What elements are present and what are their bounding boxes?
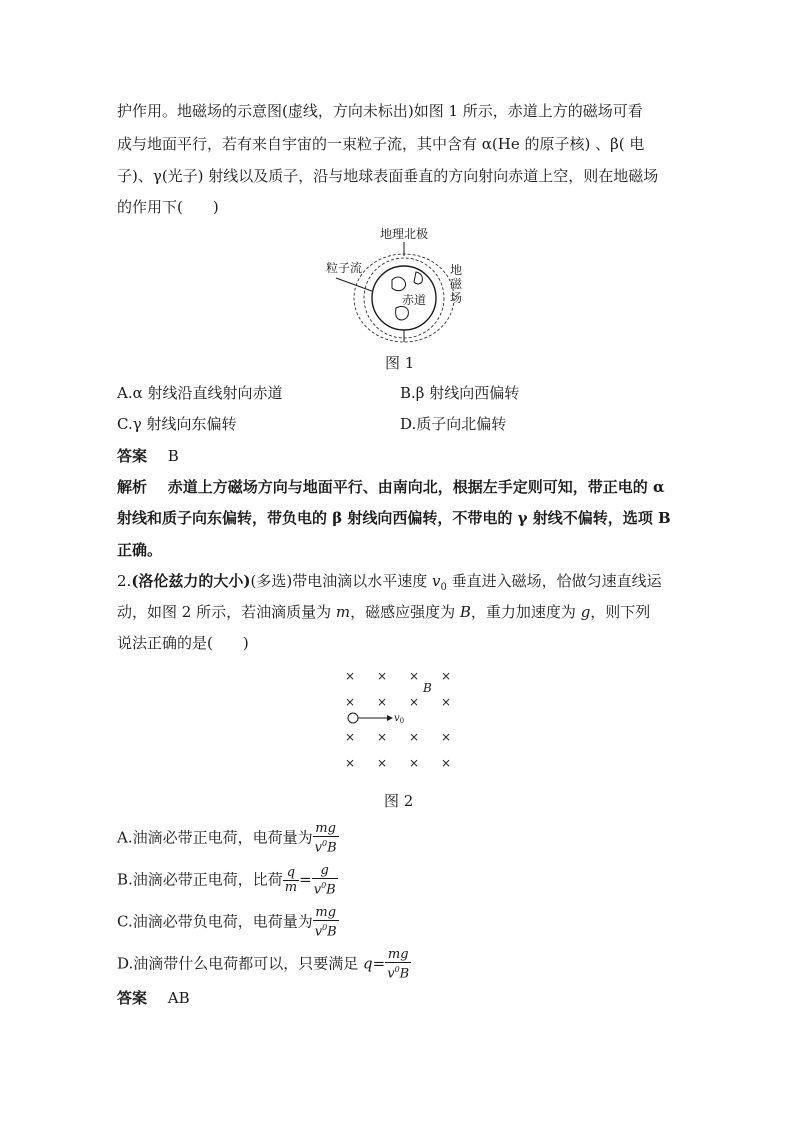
q1-analysis-line-3: 正确。 (117, 541, 163, 559)
equals-sign: = (299, 870, 312, 889)
oil-drop (348, 713, 358, 723)
field-cross: × (377, 669, 388, 683)
B-field-label: B (423, 681, 432, 695)
q2-g-symbol: g (580, 603, 591, 621)
fraction-mg-over-v0B (385, 948, 411, 981)
field-label-2: 磁 (450, 277, 463, 291)
figure-2-caption: 图 2 (384, 792, 414, 810)
fraction-numerator: g (312, 864, 338, 879)
fraction-g-over-v0B (312, 864, 338, 897)
field-cross: × (441, 669, 452, 683)
q1-stem-line-4: 的作用下( ) (117, 198, 219, 216)
q1-analysis-row-1 (117, 477, 665, 497)
q2-answer-value: AB (167, 989, 190, 1007)
den-B: B (327, 840, 337, 856)
equator-label: 赤道 (402, 293, 427, 307)
den-v: v (387, 966, 395, 982)
q2-option-d-text: D.油滴带什么电荷都可以，只要满足 (117, 954, 364, 973)
fraction-denominator (312, 879, 338, 897)
q2-v-subscript: 0 (440, 582, 447, 593)
fraction-denominator (313, 837, 339, 855)
fraction-denominator (313, 921, 339, 939)
den-v: v (314, 924, 323, 940)
den-v: v (314, 840, 322, 856)
north-pole-label: 地理北极 (380, 227, 429, 241)
q2-stem-line-2 (117, 602, 650, 622)
den-sup: 0 (322, 923, 328, 932)
arrowhead-icon (387, 715, 393, 721)
fraction-numerator: mg (385, 948, 411, 963)
q2-answer-row (117, 988, 190, 1008)
q-symbol: q (363, 954, 373, 973)
q2-answer-label: 答案 (117, 989, 148, 1007)
q1-option-d[interactable]: D.质子向北偏转 (400, 415, 507, 433)
field-cross: × (377, 730, 388, 744)
particle-stream-label: 粒子流 (326, 261, 363, 275)
q2-line1-text-b: 垂直进入磁场，恰做匀速直线运 (446, 572, 662, 590)
q2-option-c[interactable] (117, 906, 339, 939)
q1-option-c[interactable]: C.γ 射线向东偏转 (117, 415, 237, 433)
q1-answer-label: 答案 (117, 447, 148, 465)
field-cross: × (441, 695, 452, 709)
q2-line2-text-d: ，则下列 (590, 603, 651, 621)
fraction-q-over-m (283, 866, 299, 895)
q2-option-a[interactable] (117, 822, 339, 855)
fraction-denominator: m (284, 880, 298, 896)
den-sup: 0 (321, 839, 328, 848)
q1-stem-line-3: 子)、γ(光子) 射线以及质子，沿与地球表面垂直的方向射向赤道上空，则在地磁场 (117, 167, 659, 185)
q2-line2-text-a: 动，如图 2 所示，若油滴质量为 (117, 603, 336, 621)
q2-option-d[interactable] (117, 948, 411, 981)
den-B: B (399, 966, 410, 982)
q2-option-b-text: B.油滴必带正电荷，比荷 (117, 870, 283, 889)
velocity-subscript: 0 (399, 717, 405, 725)
q2-line2-text-c: ，重力加速度为 (470, 603, 581, 621)
q2-line1-text-a: 带电油滴以水平速度 (292, 572, 433, 590)
q1-stem-line-1: 护作用。地磁场的示意图(虚线，方向未标出)如图 1 所示，赤道上方的磁场可看 (117, 102, 643, 120)
figure-1-earth-field (320, 222, 480, 352)
q2-option-a-text: A.油滴必带正电荷，电荷量为 (117, 828, 313, 847)
fraction-numerator: q (283, 866, 299, 881)
field-cross: × (345, 669, 356, 683)
q1-analysis-line-2: 射线和质子向东偏转，带负电的 β 射线向西偏转，不带电的 γ 射线不偏转，选项 B (117, 509, 671, 527)
field-cross: × (345, 730, 356, 744)
den-B: B (327, 924, 337, 940)
fraction-mg-over-v0B (313, 906, 339, 939)
q2-stem-line-1 (117, 571, 662, 598)
fraction-numerator: mg (313, 906, 339, 921)
velocity-v: v (394, 713, 400, 724)
field-cross: × (409, 669, 420, 683)
q2-type-tag: (多选) (250, 572, 293, 590)
q1-analysis-line-1: 赤道上方磁场方向与地面平行、由南向北，根据左手定则可知，带正电的 α (167, 478, 665, 496)
q2-stem-line-3: 说法正确的是( ) (117, 634, 249, 652)
q1-answer-row (117, 446, 179, 466)
field-cross: × (441, 730, 452, 744)
den-sup: 0 (394, 965, 400, 974)
field-cross: × (409, 730, 420, 744)
fraction-numerator: mg (313, 822, 339, 837)
q2-v-symbol: v (432, 572, 441, 590)
q1-option-b[interactable]: B.β 射线向西偏转 (400, 384, 520, 402)
q2-number: 2. (117, 572, 132, 590)
equals-sign: = (372, 954, 386, 973)
q2-line2-text-b: ，磁感应强度为 (350, 603, 460, 621)
field-label-3: 场 (450, 291, 463, 305)
field-cross: × (377, 756, 388, 770)
q1-analysis-label: 解析 (117, 478, 148, 496)
q2-B-symbol: B (459, 603, 471, 621)
field-cross: × (409, 756, 420, 770)
velocity-label (394, 713, 404, 725)
den-B: B (326, 882, 336, 898)
q2-topic-tag: (洛伦兹力的大小) (131, 572, 251, 590)
fraction-mg-over-v0B (313, 822, 339, 855)
fraction-denominator (385, 963, 411, 981)
q2-option-b[interactable] (117, 864, 338, 897)
field-cross: × (441, 756, 452, 770)
figure-1-caption: 图 1 (385, 354, 415, 372)
q2-m-symbol: m (335, 603, 351, 621)
q1-option-a[interactable]: A.α 射线沿直线射向赤道 (117, 384, 283, 402)
q1-stem-line-2: 成与地面平行，若有来自宇宙的一束粒子流，其中含有 α(He 的原子核) 、β( 电 (117, 135, 645, 153)
den-sup: 0 (321, 881, 327, 890)
q2-option-c-text: C.油滴必带负电荷，电荷量为 (117, 912, 313, 931)
field-cross: × (345, 756, 356, 770)
field-cross: × (377, 695, 388, 709)
field-cross: × (409, 695, 420, 709)
field-cross: × (345, 695, 356, 709)
figure-2-magnetic-field (335, 665, 465, 775)
den-v: v (313, 882, 322, 898)
field-label-1: 地 (450, 263, 463, 277)
q1-answer-value: B (167, 447, 179, 465)
